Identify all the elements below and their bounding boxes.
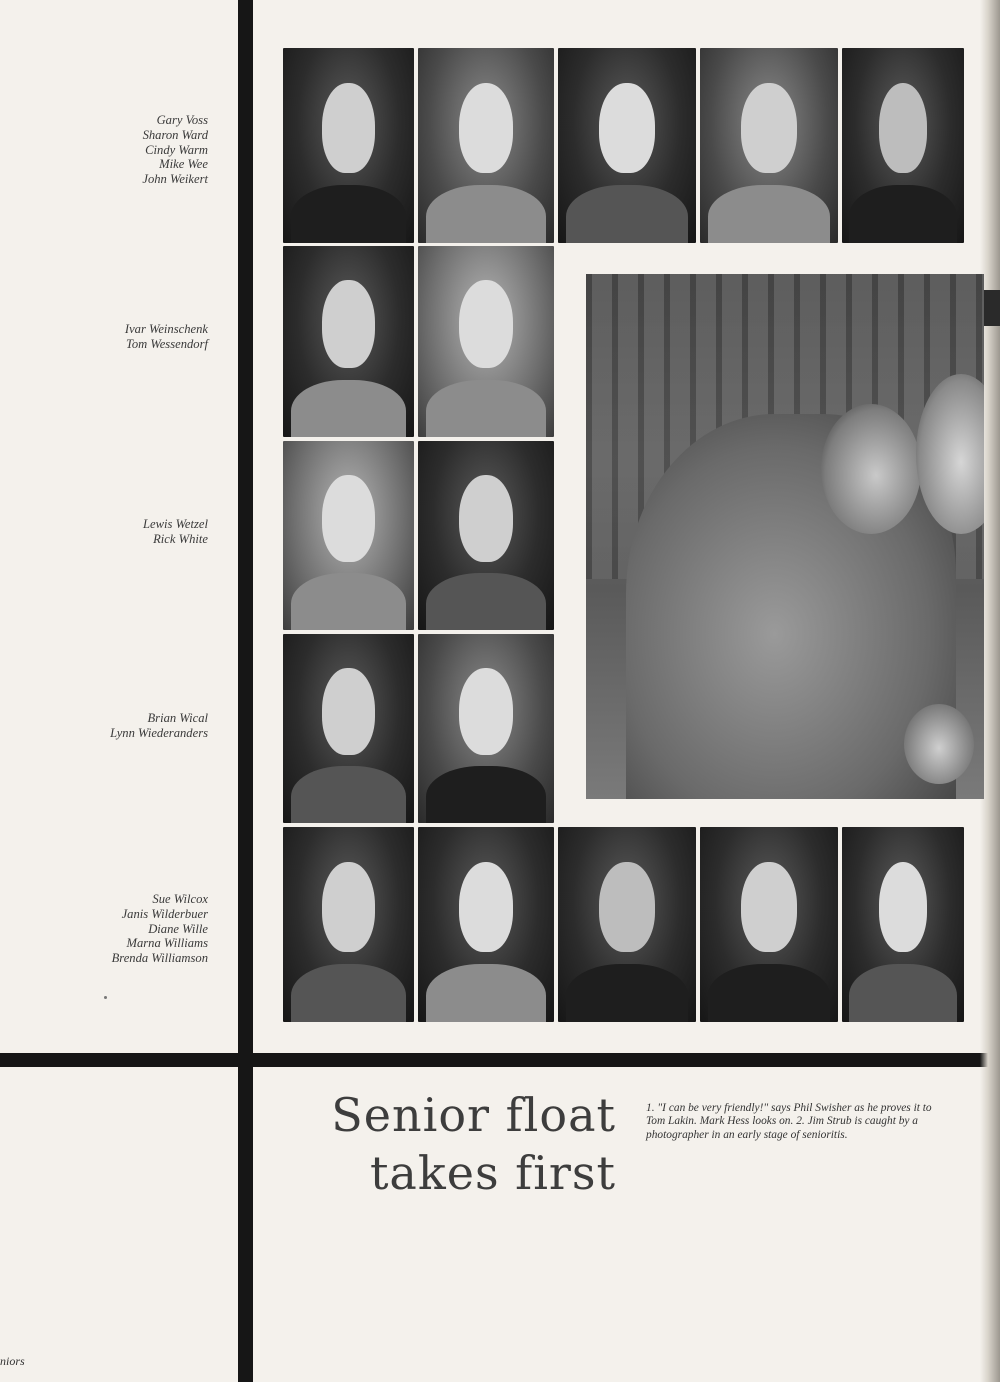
headline-line-1: Senior float — [331, 1088, 616, 1142]
vertical-divider — [238, 0, 253, 1382]
student-name: Cindy Warm — [145, 142, 208, 157]
print-speck — [104, 996, 107, 999]
horizontal-divider — [0, 1053, 1000, 1067]
photo-caption: 1. "I can be very friendly!" says Phil Swisher as he proves it to Tom Lakin. Mark Hess looks on. 2. Jim Strub is caught by a photographer in an early stage of senioritis. — [646, 1102, 932, 1141]
portrait-photo — [418, 246, 554, 437]
student-name: Sharon Ward — [142, 127, 208, 142]
student-name: Diane Wille — [148, 921, 208, 936]
student-name: Tom Wessendorf — [126, 336, 208, 351]
student-name: Rick White — [153, 531, 208, 546]
name-list-row-1 — [20, 113, 208, 187]
name-list-row-4 — [20, 711, 208, 741]
portrait-photo — [700, 827, 838, 1022]
portrait-photo — [418, 441, 554, 630]
portrait-photo — [283, 441, 414, 630]
student-name: Brenda Williamson — [111, 951, 208, 966]
portrait-photo — [842, 48, 964, 243]
name-list-row-5 — [20, 892, 208, 966]
portrait-photo — [700, 48, 838, 243]
portrait-photo — [418, 634, 554, 823]
portrait-photo — [558, 48, 696, 243]
student-name: Janis Wilderbuer — [121, 906, 208, 921]
candid-photo — [586, 274, 984, 799]
student-name: John Weikert — [142, 172, 208, 187]
headline — [298, 1086, 616, 1202]
portrait-photo — [283, 246, 414, 437]
portrait-photo — [283, 634, 414, 823]
portrait-photo — [283, 48, 414, 243]
portrait-photo — [558, 827, 696, 1022]
name-list-row-2 — [20, 322, 208, 352]
portrait-photo — [283, 827, 414, 1022]
portrait-photo — [842, 827, 964, 1022]
student-name: Lynn Wiederanders — [110, 725, 208, 740]
portrait-photo — [418, 827, 554, 1022]
name-list-row-3 — [20, 517, 208, 547]
student-name: Sue Wilcox — [152, 892, 208, 906]
page-edge-tab — [982, 290, 1000, 326]
headline-line-2: takes first — [369, 1146, 616, 1200]
student-name: Gary Voss — [156, 113, 208, 127]
portrait-photo — [418, 48, 554, 243]
student-name: Mike Wee — [159, 157, 208, 172]
student-name: Ivar Weinschenk — [124, 322, 208, 336]
student-name: Marna Williams — [126, 936, 208, 951]
student-name: Brian Wical — [147, 711, 208, 725]
student-name: Lewis Wetzel — [143, 517, 208, 531]
page-section-label: niors — [0, 1354, 25, 1368]
